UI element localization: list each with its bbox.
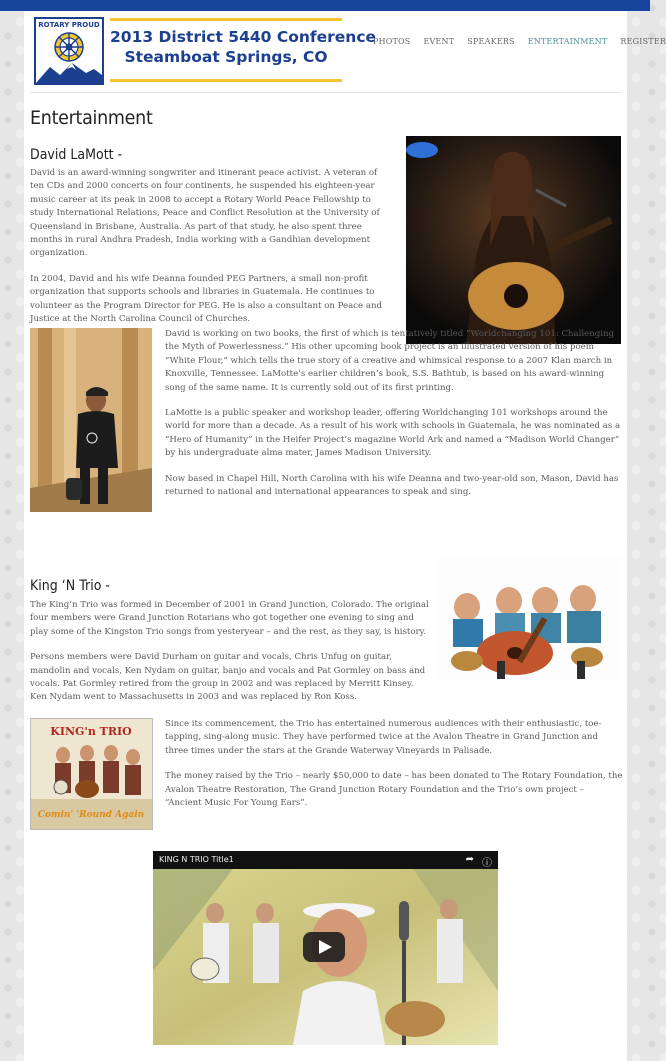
header-divider xyxy=(30,92,622,93)
david-bio-paragraph-2: In 2004, David and his wife Deanna founded PEG Partners, a small non-profit organization that supports schools and libraries in Guatemala. He continues to volunteer as the Program Director for PEG. He is also a consultant on Peace and Justice at the North Carolina Council of Churches. xyxy=(30,273,383,325)
nav-item-speakers[interactable]: SPEAKERS xyxy=(467,37,515,46)
nav-item-register[interactable]: REGISTER xyxy=(620,37,666,46)
nav-item-photos[interactable]: PHOTOS xyxy=(373,37,411,46)
kingntrio-album-cover xyxy=(30,718,153,830)
kingntrio-video-player[interactable] xyxy=(153,851,498,1045)
site-header xyxy=(24,11,666,93)
kingntrio-paragraph-4: The money raised by the Trio – nearly $50,000 to date – has been donated to The Rotary Foundation, the Avalon Theatre Restoration, The Grand Junction Rotary Foundation and the Trio’s own project – “Ancient Music For Young Ears”. xyxy=(165,771,623,809)
david-bio-paragraph-3: David is working on two books, the first of which is tentatively titled “Worldchanging 101: Challenging the Myth of Powerlessness.” His other upcoming book project is an illustrated version of his poem “White Flour,” which tells the true story of a creative and whimsical response to a 2007 Klan march in Knoxville, Tennessee. LaMotte’s earlier children’s book, S.S. Bathtub, is based on his award-winning song of the same name. It is currently sold out of its first printing. xyxy=(165,329,615,393)
logo-title-line1: 2013 District 5440 Conference xyxy=(110,28,377,46)
rotary-wheel-icon xyxy=(53,31,85,63)
kingntrio-bio-continued xyxy=(165,718,623,822)
kingntrio-heading: King ‘N Trio - xyxy=(30,578,110,594)
share-icon[interactable]: ➦ xyxy=(465,854,474,865)
david-bio-paragraph-5: Now based in Chapel Hill, North Carolina with his wife Deanna and two-year-old son, Mason, David has returned to national and international appearances to speak and sing. xyxy=(165,473,619,498)
video-play-button[interactable] xyxy=(303,932,345,962)
top-bar xyxy=(0,0,650,11)
kingntrio-paragraph-3: Since its commencement, the Trio has entertained numerous audiences with their enthusiastic, toe-tapping, sing-along music. They have performed twice at the Avalon Theatre in Grand Junction and three times under the stars at the Grande Waterway Vineyards in Palisade. xyxy=(165,719,602,756)
david-bio-paragraph-1: David is an award-winning songwriter and itinerant peace activist. A veteran of ten CDs and 2000 concerts on four continents, he suspended his eighteen-year music career at its peak in 2008 to accept a Rotary World Peace Fellowship to study International Relations, Peace and Conflict Resolution at the University of Queensland in Brisbane, Australia. As part of that study, he also spent three months in rural Andhra Pradesh, India working with a Gandhian development organization. xyxy=(30,168,380,259)
album-title-text: KING'n TRIO xyxy=(50,725,132,738)
nav-item-event[interactable]: EVENT xyxy=(423,37,455,46)
kingntrio-group-photo xyxy=(437,557,621,681)
main-nav xyxy=(373,37,666,46)
david-lamott-portrait-photo xyxy=(30,328,152,512)
david-lamott-concert-photo xyxy=(406,136,621,344)
logo-badge-text: ROTARY PROUD xyxy=(38,21,100,29)
album-subtitle-text: Comin' 'Round Again xyxy=(37,810,145,820)
david-bio-intro xyxy=(30,167,394,338)
kingntrio-bio-intro xyxy=(30,599,430,717)
page-title: Entertainment xyxy=(30,107,153,129)
rotary-proud-logo[interactable] xyxy=(34,17,104,85)
mountain-icon xyxy=(36,61,102,83)
video-title[interactable]: KING N TRIO Title1 xyxy=(159,855,234,864)
logo-title-line2: Steamboat Springs, CO xyxy=(124,48,328,66)
kingntrio-paragraph-2: Persons members were David Durham on guitar and vocals, Chris Unfug on guitar, mandolin and vocals, Ken Nydam on guitar, banjo and vocals and Pat Gormley on bass and vocals. Pat Gormley retired from the group in 2002 and was replaced by Merritt Kinsey. Ken Nydam went to Massachusetts in 2003 and was replaced by Ron Koss. xyxy=(30,652,426,703)
nav-item-entertainment[interactable]: ENTERTAINMENT xyxy=(527,37,608,46)
video-controls xyxy=(466,854,492,869)
page-container xyxy=(24,11,666,1061)
david-bio-paragraph-4: LaMotte is a public speaker and workshop leader, offering Worldchanging 101 workshops around the world for more than a decade. As a result of his work with schools in Guatemala, he was nominated as a “Hero of Humanity” in the Heifer Project’s magazine World Ark and named a “Madison World Changer” by his undergraduate alma mater, James Madison University. xyxy=(165,408,621,459)
david-bio-continued xyxy=(165,328,623,511)
david-lamott-heading: David LaMott - xyxy=(30,147,123,163)
kingntrio-paragraph-1: The King’n Trio was formed in December of 2001 in Grand Junction, Colorado. The original four members were Grand Junction Rotarians who got together one evening to sing and play some of the Kingston Trio songs from yesteryear – and the rest, as they say, is history. xyxy=(30,600,429,637)
info-icon[interactable]: ⓘ xyxy=(482,858,492,869)
conference-logo-title[interactable] xyxy=(110,18,377,82)
